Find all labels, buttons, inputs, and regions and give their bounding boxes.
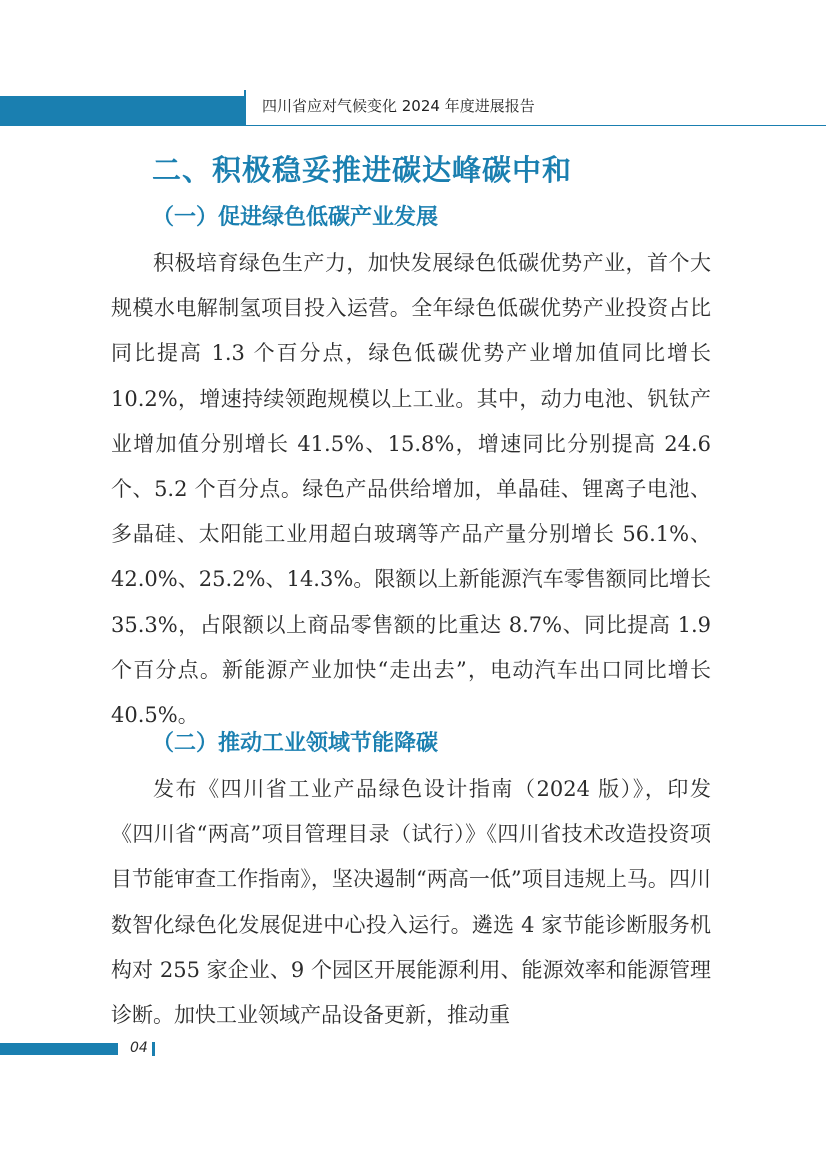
subsection-paragraph-2: 发布《四川省工业产品绿色设计指南（2024 版）》，印发《四川省“两高”项目管理目录（试行）》《四川省技术改造投资项目节能审查工作指南》，坚决遏制“两高一低”项目违规上马。四川数智化绿色化发展促进中心投入运行。遴选 4 家节能诊断服务机构对 255 家企业、9 个园区开展能源利用、能源效率和能源管理诊断。加快工业领域产品设备更新，推动重 [111,777,711,1028]
report-title: 四川省应对气候变化 2024 年度进展报告 [262,97,535,115]
header-accent-bar [0,96,244,126]
subsection-title-2: （二）推动工业领域节能降碳 [152,730,439,756]
footer-mark [152,1042,155,1056]
page-number: 04 [130,1040,148,1056]
subsection-title-1: （一）促进绿色低碳产业发展 [152,204,439,230]
subsection-paragraph-1: 积极培育绿色生产力，加快发展绿色低碳优势产业，首个大规模水电解制氢项目投入运营。全年绿色低碳优势产业投资占比同比提高 1.3 个百分点，绿色低碳优势产业增加值同比增长 10.2%，增速持续领跑规模以上工业。其中，动力电池、钒钛产业增加值分别增长 41.5%、15.8%，增速同比分别提高 24.6 个、5.2 个百分点。绿色产品供给增加，单晶硅、锂离子电池、多晶硅、太阳能工业用超白玻璃等产品产量分别增长 56.1%、42.0%、25.2%、14.3%。限额以上新能源汽车零售额同比增长 35.3%，占限额以上商品零售额的比重达 8.7%、同比提高 1.9 个百分点。新能源产业加快“走出去”，电动汽车出口同比增长 40.5%。 [111,251,711,728]
footer-accent-bar [0,1043,118,1055]
header-rule [246,125,826,126]
header-divider [244,90,246,126]
section-title: 二、积极稳妥推进碳达峰碳中和 [152,153,573,187]
